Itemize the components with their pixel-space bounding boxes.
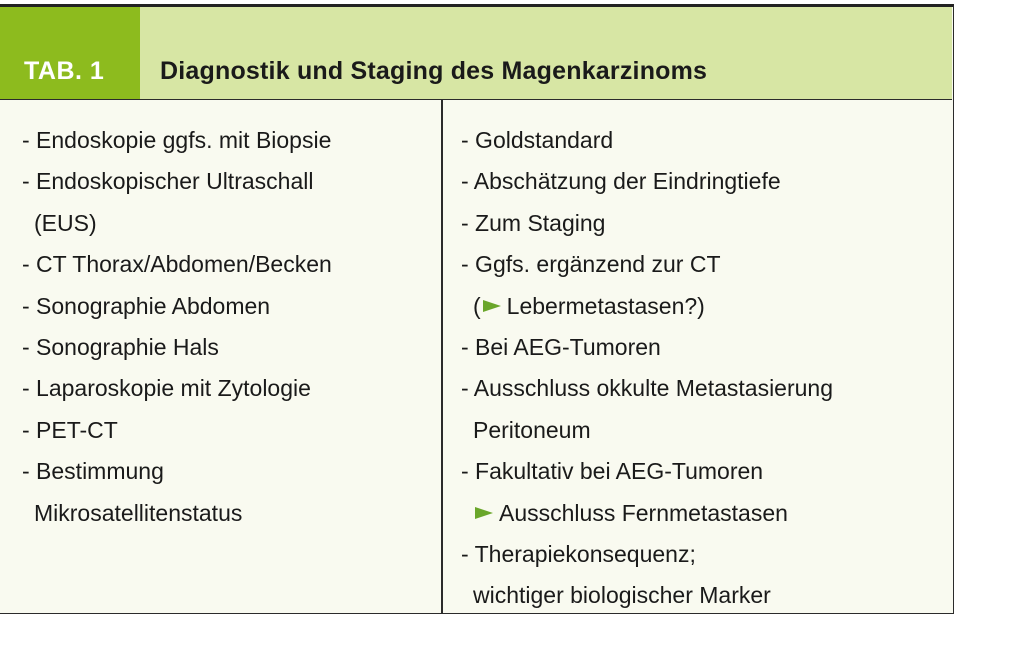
- purpose-item: - Abschätzung der Eindringtiefe: [461, 168, 781, 195]
- method-item: - Endoskopie ggfs. mit Biopsie: [22, 127, 332, 153]
- column-divider: [441, 100, 443, 614]
- staging-table: [0, 4, 954, 614]
- method-item: - Laparoskopie mit Zytologie: [22, 375, 311, 402]
- purpose-item: - Therapiekonsequenz;: [461, 540, 696, 567]
- purpose-item: - Zum Staging: [461, 209, 606, 236]
- arrow-right-icon: [483, 300, 501, 312]
- purpose-item-continuation: [461, 286, 941, 327]
- arrow-right-icon: [475, 507, 493, 519]
- method-item: - Sonographie Abdomen: [22, 292, 271, 319]
- purpose-item: - Ggfs. ergänzend zur CT: [461, 251, 721, 278]
- purpose-item-continuation: Peritoneum: [473, 416, 591, 443]
- purpose-item-continuation: [461, 493, 941, 534]
- open-paren: (: [473, 292, 481, 319]
- table-header: [0, 7, 952, 100]
- purpose-item: - Goldstandard: [461, 127, 614, 153]
- method-item: - Sonographie Hals: [22, 333, 219, 360]
- purpose-item-continuation: wichtiger biologischer Marker: [473, 582, 771, 609]
- purpose-item: - Bei AEG-Tumoren: [461, 333, 661, 360]
- methods-column: [22, 120, 432, 534]
- method-item: - Endoskopischer Ultraschall: [22, 168, 314, 195]
- method-item-continuation: (EUS): [34, 209, 97, 236]
- method-item: - PET-CT: [22, 416, 118, 443]
- purpose-item: - Fakultativ bei AEG-Tumoren: [461, 458, 764, 485]
- method-item: - CT Thorax/Abdomen/Becken: [22, 251, 332, 278]
- purpose-column: [461, 120, 941, 617]
- purpose-item: - Ausschluss okkulte Metastasierung: [461, 375, 834, 402]
- method-item-continuation: Mikrosatellitenstatus: [34, 499, 243, 526]
- table-number-label: TAB. 1: [0, 7, 140, 99]
- method-item: - Bestimmung: [22, 458, 164, 485]
- purpose-item-text: Lebermetastasen?): [506, 292, 705, 319]
- table-title: Diagnostik und Staging des Magenkarzinoms: [160, 57, 708, 85]
- purpose-item-text: Ausschluss Fernmetastasen: [499, 499, 788, 526]
